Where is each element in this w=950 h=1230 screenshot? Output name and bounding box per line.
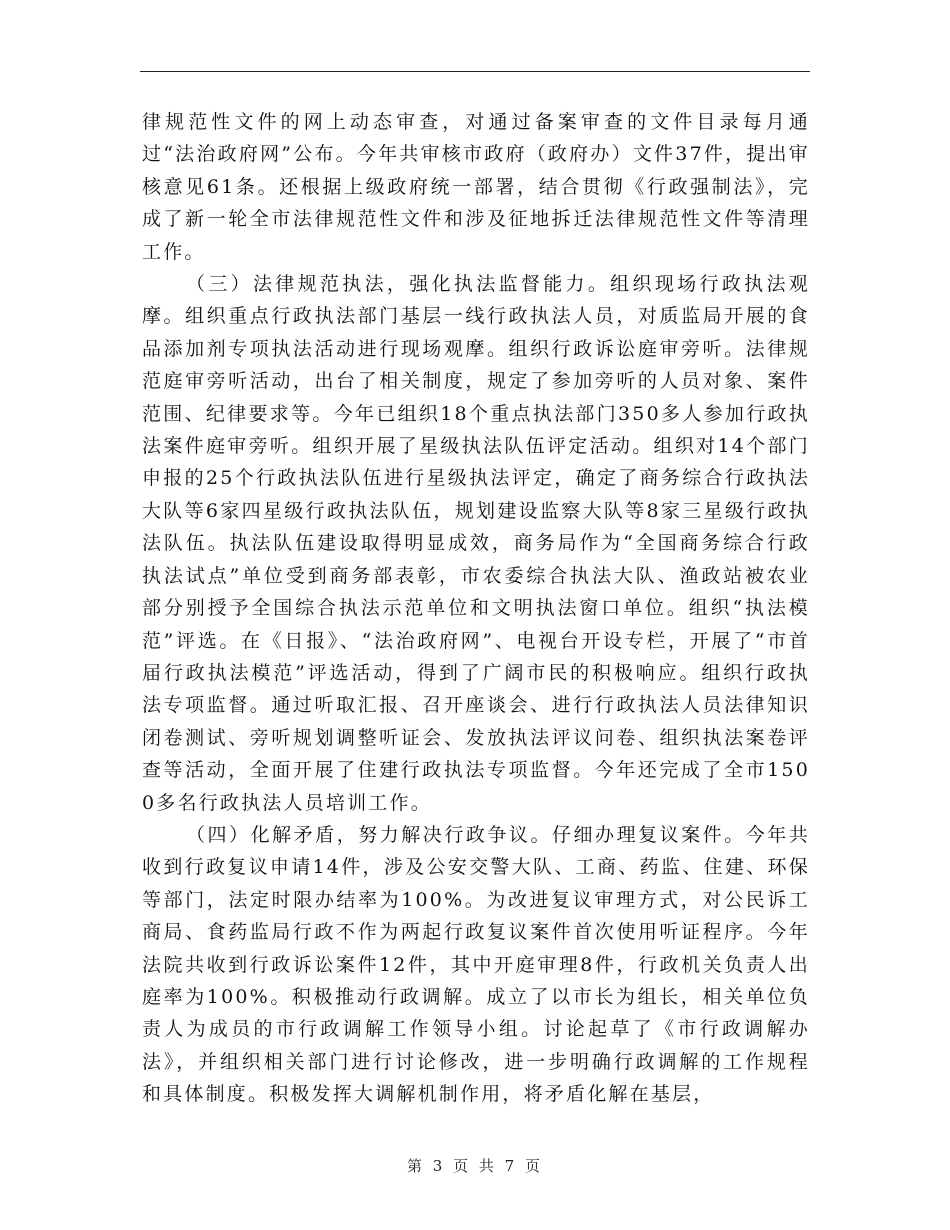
page-number-footer: 第 3 页 共 7 页	[407, 1157, 543, 1175]
header-rule	[140, 71, 810, 72]
document-body	[142, 106, 810, 1111]
paragraph-section-four: （四）化解矛盾，努力解决行政争议。仔细办理复议案件。今年共收到行政复议申请14件，涉及公安交警大队、工商、药监、住建、环保等部门，法定时限办结率为100%。为改进复议审理方式，对公民诉工商局、食药监局行政不作为两起行政复议案件首次使用听证程序。今年法院共收到行政诉讼案件12件，其中开庭审理8件，行政机关负责人出庭率为100%。积极推动行政调解。成立了以市长为组长，相关单位负责人为成员的市行政调解工作领导小组。讨论起草了《市行政调解办法》，并组织相关部门进行讨论修改，进一步明确行政调解的工作规程和具体制度。积极发挥大调解机制作用，将矛盾化解在基层，	[142, 823, 810, 1106]
paragraph-section-three: （三）法律规范执法，强化执法监督能力。组织现场行政执法观摩。组织重点行政执法部门基层一线行政执法人员，对质监局开展的食品添加剂专项执法活动进行现场观摩。组织行政诉讼庭审旁听。法律规范庭审旁听活动，出台了相关制度，规定了参加旁听的人员对象、案件范围、纪律要求等。今年已组织18个重点执法部门350多人参加行政执法案件庭审旁听。组织开展了星级执法队伍评定活动。组织对14个部门申报的25个行政执法队伍进行星级执法评定，确定了商务综合行政执法大队等6家四星级行政执法队伍，规划建设监察大队等8家三星级行政执法队伍。执法队伍建设取得明显成效，商务局作为“全国商务综合行政执法试点”单位受到商务部表彰，市农委综合执法大队、渔政站被农业部分别授予全国综合执法示范单位和文明执法窗口单位。组织“执法模范”评选。在《日报》、“法治政府网”、电视台开设专栏，开展了“市首届行政执法模范”评选活动，得到了广阔市民的积极响应。组织行政执法专项监督。通过听取汇报、召开座谈会、进行行政执法人员法律知识闭卷测试、旁听规划调整听证会、发放执法评议问卷、组织执法案卷评查等活动，全面开展了住建行政执法专项监督。今年还完成了全市1500多名行政执法人员培训工作。	[142, 273, 810, 814]
paragraph-continuation: 律规范性文件的网上动态审查，对通过备案审查的文件目录每月通过“法治政府网”公布。今年共审核市政府（政府办）文件37件，提出审核意见61条。还根据上级政府统一部署，结合贯彻《行政强制法》，完成了新一轮全市法律规范性文件和涉及征地拆迁法律规范性文件等清理工作。	[142, 111, 810, 263]
